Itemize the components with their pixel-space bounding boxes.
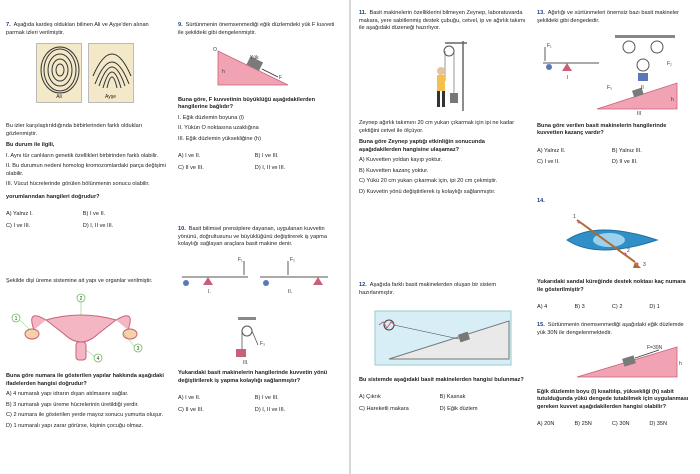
reproductive-system-diagram: [6, 290, 156, 364]
question-prompt: Bu sistemde aşağıdaki basit makinelerden hangisi bulunmaz?: [359, 376, 524, 383]
fingerprint-images: [36, 43, 166, 109]
label-f1: F₁: [238, 256, 243, 263]
pulley-setup-diagram: [359, 37, 519, 113]
question-prompt: Buna göre, F kuvvetinin büyüklüğü aşağıdakilerden hangilerine bağlıdır?: [178, 96, 316, 111]
option-c[interactable]: C) 30N: [611, 421, 630, 428]
question-15: [537, 322, 693, 429]
question-stem: Aşağıda farklı basit makinelerden oluşan bir sistem hazırlanmıştır.: [359, 282, 497, 296]
option-a[interactable]: A) Yalnız II.: [537, 147, 566, 154]
option-c[interactable]: C) Hareketli makara: [359, 405, 409, 412]
statement-i: I. Eğik düzlemin boyuna (l): [178, 114, 244, 121]
fingerprint-icon: [91, 46, 133, 94]
fingerprint-ayse: [88, 43, 134, 103]
question-7: [6, 22, 166, 231]
label-ii: II.: [288, 288, 293, 295]
option-b[interactable]: B) I ve III.: [254, 395, 279, 402]
question-text: Zeynep ağırlık takımını 20 cm yukarı çıkarmak için ipi ne kadar çektiğini cetvel ile ölçüyor.: [359, 120, 515, 134]
option-d[interactable]: D) 1: [649, 304, 660, 311]
option-d[interactable]: D) 35N: [649, 421, 668, 428]
label-force: F=30N: [647, 345, 663, 352]
question-prompt: Eğik düzlemin boyu (l) kısaltılıp, yüksekliği (h) sabit tutulduğunda yükü dengede tutabilmek için uygulanması gereken kuvvet aşağıdakilerden hangisi olabilir?: [537, 388, 689, 410]
option-a[interactable]: A) Yalnız I.: [6, 211, 33, 218]
option-c[interactable]: C) 2 numara ile gösterilen yerde mayoz sonucu yumurta oluşur.: [6, 412, 164, 419]
label-i: I: [567, 75, 569, 82]
question-stem: Sürtünmenin önemsenmediği aşağıdaki eğik düzlemde yük 30N ile dengelenmektedir.: [537, 322, 684, 336]
question-number: 11.: [359, 10, 367, 16]
label-f1: F₁: [547, 43, 552, 50]
option-b[interactable]: B) 3: [574, 304, 585, 311]
option-d[interactable]: D) II ve III.: [611, 159, 638, 166]
question-9: [178, 22, 338, 172]
question-stem: Ağırlığı ve sürtünmeleri önemsiz bazı basit makineler şekildeki gibi dengededir.: [537, 10, 679, 24]
option-c[interactable]: C) II ve III.: [178, 406, 204, 413]
machine-system-diagram: [359, 303, 519, 369]
question-prompt: Yukarıdaki sandal küreğinde destek noktası kaç numara ile gösterilmiştir?: [537, 279, 686, 293]
left-page: [0, 0, 349, 474]
statement-iii: III. Eğik düzlemin yüksekliğine (h): [178, 135, 262, 142]
option-b[interactable]: B) Kasnak: [439, 394, 466, 401]
option-d[interactable]: D) Kuvvetin yönü değiştirilerek iş kolaylığı sağlanmıştır.: [359, 189, 496, 196]
label-iii: III: [637, 111, 642, 116]
option-b[interactable]: B) 25N: [574, 421, 592, 428]
inclined-plane-diagram: [537, 341, 687, 381]
question-11: [359, 10, 527, 197]
option-c[interactable]: C) I ve III.: [6, 223, 31, 230]
simple-machines-diagram: [178, 253, 333, 365]
option-b[interactable]: B) 3 numaralı yapı üreme hücrelerinin üretildiği yerdir.: [6, 401, 139, 408]
question-prompt: Buna göre numara ile gösterilen yapılar hakkında aşağıdaki ifadelerden hangisi doğrudur?: [6, 373, 164, 387]
question-number: 15.: [537, 322, 545, 328]
label-ii: II: [641, 85, 644, 92]
question-prompt: yorumlarından hangileri doğrudur?: [6, 193, 100, 200]
option-c[interactable]: C) II ve III.: [178, 164, 204, 171]
option-d[interactable]: D) I, II ve III.: [254, 164, 286, 171]
question-number: 7.: [6, 22, 11, 28]
option-a[interactable]: A) 20N: [537, 421, 555, 428]
question-number: 9.: [178, 22, 183, 28]
option-a[interactable]: A) Çıkrık: [359, 394, 381, 401]
question-stem: Basit bilimsel prensiplere dayanan, uygulanan kuvvetin yönünü, doğrultusunu ve büyüklüğünü değiştirerek iş yapma kolaylığı sağlayan araçlara basit makine denir.: [178, 226, 327, 248]
label-f: F: [279, 75, 283, 82]
fingerprint-label-ayse: Ayşe: [105, 94, 117, 101]
label-o: O: [213, 47, 217, 54]
label-f2: F₂: [290, 256, 295, 263]
label-h: h: [671, 97, 674, 104]
question-12: [359, 282, 527, 413]
question-stem: Sürtünmenin önemsenmediği eğik düzlemdeki yük F kuvveti ile şekildeki gibi dengelenmiştir.: [178, 22, 335, 36]
label-h: h: [679, 361, 682, 368]
option-a[interactable]: A) 4 numaralı yapı idrarın dışarı atılmasını sağlar.: [6, 391, 129, 398]
question-lead: Bu durum ile ilgili,: [6, 142, 55, 149]
question-stem: Basit makinelerin özelliklerini bilmeyen Zeynep, laboratuvarda makara, yere sabitlenmiş destek çubuğu, cetvel, ip ve ağırlık takımı ile aşağıdaki düzeneği hazırlıyor.: [359, 10, 526, 32]
label-yuk: Yük: [250, 55, 259, 62]
fingerprint-ali: [36, 43, 82, 103]
option-a[interactable]: A) 4: [537, 304, 548, 311]
label-1: 1: [573, 213, 576, 220]
option-c[interactable]: C) I ve II.: [537, 159, 560, 166]
question-number: 14.: [537, 198, 545, 204]
right-page: [351, 0, 700, 474]
option-b[interactable]: B) Yalnız III.: [611, 147, 642, 154]
option-b[interactable]: B) I ve III.: [254, 153, 279, 160]
option-d[interactable]: D) Eğik düzlem: [439, 405, 478, 412]
question-number: 13.: [537, 10, 545, 16]
question-prompt: Buna göre verilen basit makinelerin hangilerinde kuvvetten kazanç vardır?: [537, 122, 667, 137]
organ-label-1: 1: [14, 315, 18, 322]
label-f3: F₃: [607, 85, 613, 92]
question-8: [6, 278, 166, 430]
question-stem: Aşağıda kardeş oldukları bilinen Ali ve Ayşe'den alınan parmak izleri verilmiştir.: [6, 22, 149, 36]
boat-oar-diagram: [537, 208, 687, 272]
question-13: [537, 10, 693, 167]
statement-ii: II. Bu durumun nedeni homolog kromozomlardaki parça değişimi olabilir.: [6, 163, 166, 177]
option-d[interactable]: D) I, II ve III.: [254, 406, 286, 413]
three-machines-diagram: [537, 29, 687, 115]
option-d[interactable]: D) 1 numaralı yapı zarar görürse, kişinin çocuğu olmaz.: [6, 422, 144, 429]
option-c[interactable]: C) 2: [611, 304, 623, 311]
question-number: 10.: [178, 226, 186, 232]
statement-i: I. Aynı tür canlıların genetik özellikleri birbirinden farklı olabilir.: [6, 152, 159, 159]
option-b[interactable]: B) I ve II.: [82, 211, 106, 218]
question-prompt: Yukarıdaki basit makinelerin hangilerinde kuvvetin yönü değiştirilerek iş yapma kolaylığı sağlanmıştır?: [178, 370, 328, 384]
question-number: 12.: [359, 282, 367, 288]
option-a[interactable]: A) I ve II.: [178, 153, 201, 160]
option-a[interactable]: A) Kuvvetten yoldan kayıp yoktur.: [359, 157, 443, 164]
label-2: 2: [627, 247, 630, 254]
fingerprint-label-ali: Ali: [56, 94, 62, 101]
label-h: h: [222, 69, 225, 76]
inclined-plane-diagram: [178, 41, 328, 89]
statement-iii: III. Vücut hücrelerinde görülen bölünmenin sonucu olabilir.: [6, 181, 150, 188]
label-f3: F₃: [260, 340, 266, 347]
organ-label-2: 2: [79, 295, 83, 302]
label-i: I.: [208, 288, 211, 295]
fingerprint-icon: [39, 46, 81, 94]
label-f2: F₂: [667, 61, 672, 68]
question-14: [537, 198, 693, 312]
option-b[interactable]: B) Kuvvetten kazanç yoktur.: [359, 167, 429, 174]
question-prompt: Buna göre Zeynep yaptığı etkinliğin sonucunda aşağıdakilerden hangisine ulaşamaz?: [359, 139, 485, 153]
question-stem: Şekilde dişi üreme sistemine ait yapı ve organlar verilmiştir.: [6, 278, 153, 284]
option-d[interactable]: D) I, II ve III.: [82, 223, 114, 230]
option-c[interactable]: C) Yükü 20 cm yukarı çıkarmak için, ipi 20 cm çekmiştir.: [359, 178, 498, 185]
label-iii: III.: [243, 359, 249, 365]
label-3: 3: [643, 261, 646, 268]
question-10: [178, 226, 338, 414]
organ-label-3: 3: [136, 345, 140, 352]
organ-label-4: 4: [96, 355, 100, 362]
question-text: Bu izler karşılaştırıldığında birbirlerinden farklı oldukları gözlenmiştir.: [6, 123, 143, 137]
statement-ii: II. Yükün O noktasına uzaklığına: [178, 125, 259, 132]
option-a[interactable]: A) I ve II.: [178, 395, 201, 402]
